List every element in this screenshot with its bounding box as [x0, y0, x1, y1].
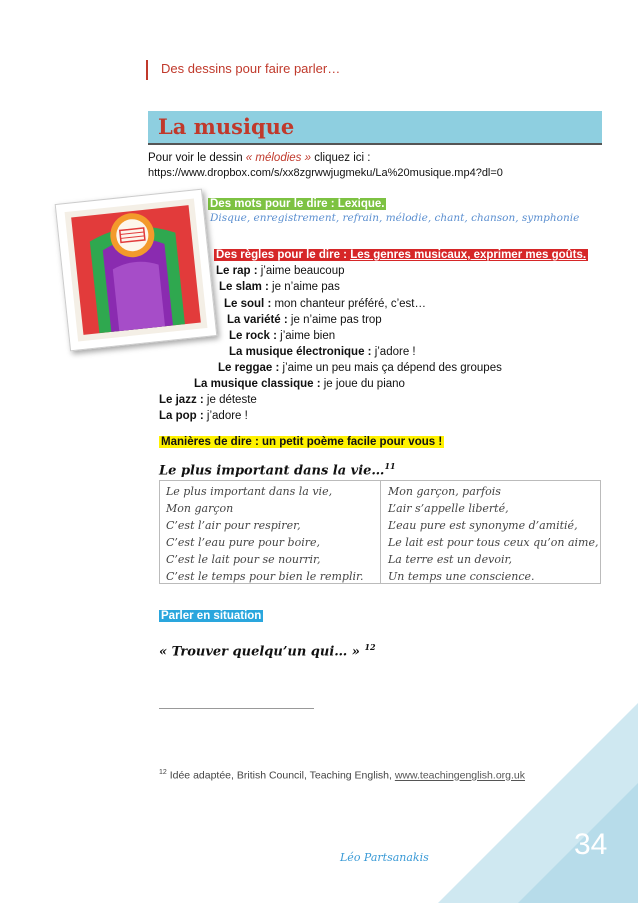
rules-label: Des règles pour le dire : Les genres musicaux, exprimer mes goûts.: [216, 249, 587, 261]
rule-item: La pop : j’adore !: [159, 410, 248, 422]
poem-line: C’est le lait pour se nourrir,: [166, 553, 321, 566]
poem-divider: [380, 481, 381, 583]
poem-line: C’est le temps pour bien le remplir.: [166, 570, 364, 583]
rule-item: Le reggae : j’aime un peu mais ça dépend des groupes: [218, 362, 502, 374]
header-accent-bar: [146, 60, 148, 80]
rule-item: Le rock : j’aime bien: [229, 330, 336, 342]
rule-item: La musique électronique : j’adore !: [229, 346, 416, 358]
poem-line: Un temps une conscience.: [388, 570, 535, 583]
poem-line: La terre est un devoir,: [388, 553, 513, 566]
vocab-label: Des mots pour le dire : Lexique.: [210, 198, 385, 210]
rule-item: La variété : je n’aime pas trop: [227, 314, 382, 326]
footnote-separator: [159, 708, 314, 709]
rule-item: Le rap : j’aime beaucoup: [216, 265, 345, 277]
poem-line: Le plus important dans la vie,: [166, 485, 333, 498]
dropbox-url[interactable]: https://www.dropbox.com/s/xx8zgrwwjugmeku/La%20musique.mp4?dl=0: [148, 167, 503, 179]
footer-author: Léo Partsanakis: [340, 851, 429, 864]
section-title-band: [148, 111, 602, 145]
rule-item: Le soul : mon chanteur préféré, c’est…: [224, 298, 426, 310]
rule-item: La musique classique : je joue du piano: [194, 378, 405, 390]
poem-line: C’est l’eau pure pour boire,: [166, 536, 320, 549]
poem-line: Mon garçon: [166, 502, 234, 515]
intro-line: [148, 151, 370, 165]
drawing-illustration: [56, 190, 216, 350]
footnote: $^{12}$ Idée adaptée, British Council, Teaching English, www.teachingenglish.org.uk: [159, 769, 526, 782]
poem-line: Le lait est pour tous ceux qu’on aime,: [388, 536, 599, 549]
poem-right-column: [388, 483, 598, 585]
poem-line: L’air s’appelle liberté,: [388, 502, 509, 515]
poem-title: Le plus important dans la vie…$^{11}$: [159, 461, 396, 479]
intro-prefix: Pour voir le dessin: [148, 152, 246, 164]
situation-label: Parler en situation: [161, 610, 262, 622]
vocab-words: Disque, enregistrement, refrain, mélodie, chant, chanson, symphonie: [210, 212, 580, 224]
child-drawing-image: [55, 189, 218, 352]
rules-label-link[interactable]: Les genres musicaux, exprimer mes goûts.: [350, 249, 587, 261]
footnote-ref: 11: [384, 461, 396, 471]
footnote-link[interactable]: www.teachingenglish.org.uk: [394, 769, 526, 782]
game-title: « Trouver quelqu’un qui… » $^{12}$: [159, 642, 376, 660]
poem-line: C’est l’air pour respirer,: [166, 519, 301, 532]
poem-left-column: [166, 483, 364, 585]
poem-line: L’eau pure est synonyme d’amitié,: [388, 519, 578, 532]
rule-item: Le slam : je n’aime pas: [219, 281, 340, 293]
poem-line: Mon garçon, parfois: [388, 485, 501, 498]
rule-item: Le jazz : je déteste: [159, 394, 257, 406]
page-number: 34: [574, 828, 608, 861]
section-title: La musique: [158, 114, 295, 139]
footnote-ref: 12: [364, 642, 376, 652]
intro-link-word: « mélodies »: [245, 152, 312, 164]
corner-triangle-decoration: [438, 703, 638, 903]
manners-label: Manières de dire : un petit poème facile pour vous !: [161, 436, 443, 448]
running-header: Des dessins pour faire parler…: [161, 61, 341, 76]
poem-table: [159, 480, 601, 584]
intro-suffix: cliquez ici :: [311, 152, 371, 164]
